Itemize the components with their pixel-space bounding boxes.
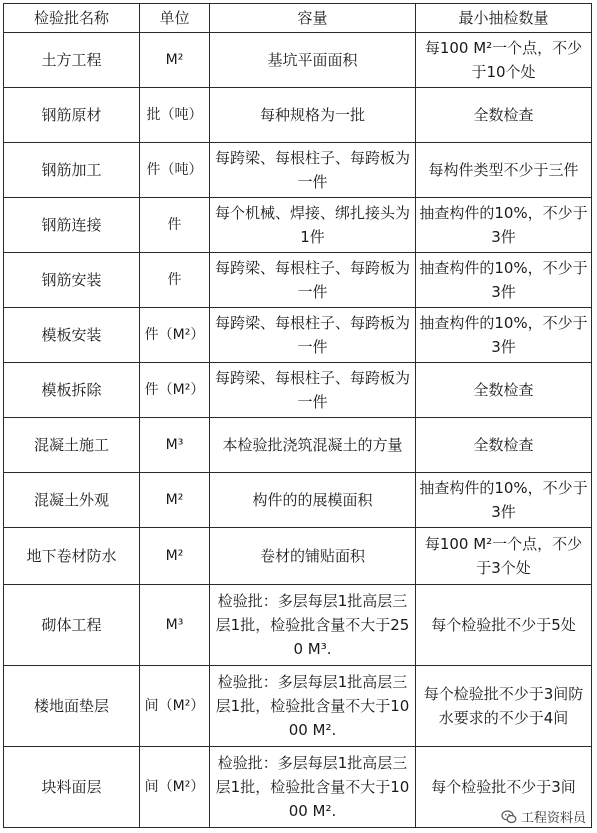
row-name: 钢筋连接 (4, 198, 140, 253)
table-row (4, 88, 592, 143)
table-row (4, 253, 592, 308)
row-capacity: 构件的的展模面积 (210, 473, 416, 528)
table-row (4, 585, 592, 666)
row-unit: 间（M²） (140, 747, 210, 828)
table-row (4, 473, 592, 528)
row-name: 钢筋安装 (4, 253, 140, 308)
table-row (4, 528, 592, 585)
row-capacity: 每跨梁、每根柱子、每跨板为一件 (210, 363, 416, 418)
row-capacity: 检验批：多层每层1批高层三层1批，检验批含量不大于1000 M². (210, 747, 416, 828)
header-capacity: 容量 (210, 4, 416, 33)
row-min-sample: 全数检查 (416, 363, 592, 418)
row-min-sample: 每个检验批不少于3间 (416, 747, 592, 828)
table-row (4, 418, 592, 473)
row-capacity: 每种规格为一批 (210, 88, 416, 143)
row-unit: M³ (140, 585, 210, 666)
row-unit: M² (140, 473, 210, 528)
header-name: 检验批名称 (4, 4, 140, 33)
row-capacity: 每跨梁、每根柱子、每跨板为一件 (210, 253, 416, 308)
row-min-sample: 每100 M²一个点，不少于10个处 (416, 33, 592, 88)
row-name: 模板安装 (4, 308, 140, 363)
row-unit: 件 (140, 198, 210, 253)
row-name: 砌体工程 (4, 585, 140, 666)
table-row (4, 143, 592, 198)
row-unit: 批（吨） (140, 88, 210, 143)
row-capacity: 卷材的铺贴面积 (210, 528, 416, 585)
row-name: 钢筋原材 (4, 88, 140, 143)
row-unit: 件（M²） (140, 363, 210, 418)
row-min-sample: 抽查构件的10%，不少于3件 (416, 198, 592, 253)
row-min-sample: 每个检验批不少于5处 (416, 585, 592, 666)
row-unit: 件 (140, 253, 210, 308)
row-unit: M³ (140, 418, 210, 473)
row-unit: 件（吨） (140, 143, 210, 198)
row-name: 混凝土施工 (4, 418, 140, 473)
table-header-row (4, 4, 592, 33)
row-name: 地下卷材防水 (4, 528, 140, 585)
row-name: 块料面层 (4, 747, 140, 828)
watermark (498, 806, 589, 827)
row-unit: M² (140, 528, 210, 585)
row-min-sample: 抽查构件的10%，不少于3件 (416, 253, 592, 308)
header-min-sample: 最小抽检数量 (416, 4, 592, 33)
row-min-sample: 每100 M²一个点，不少于3个处 (416, 528, 592, 585)
table-row (4, 666, 592, 747)
row-capacity: 检验批：多层每层1批高层三层1批，检验批含量不大于1000 M². (210, 666, 416, 747)
table-row (4, 198, 592, 253)
row-unit: 件（M²） (140, 308, 210, 363)
row-capacity: 每个机械、焊接、绑扎接头为1件 (210, 198, 416, 253)
inspection-batch-table (3, 3, 592, 828)
row-min-sample: 抽查构件的10%，不少于3件 (416, 473, 592, 528)
row-name: 土方工程 (4, 33, 140, 88)
row-name: 钢筋加工 (4, 143, 140, 198)
row-min-sample: 每构件类型不少于三件 (416, 143, 592, 198)
wechat-icon (501, 809, 517, 825)
header-unit: 单位 (140, 4, 210, 33)
watermark-text: 工程资料员 (520, 811, 586, 826)
row-unit: 间（M²） (140, 666, 210, 747)
row-min-sample: 全数检查 (416, 88, 592, 143)
table-row (4, 363, 592, 418)
table-row (4, 308, 592, 363)
row-min-sample: 抽查构件的10%，不少于3件 (416, 308, 592, 363)
row-name: 混凝土外观 (4, 473, 140, 528)
row-min-sample: 全数检查 (416, 418, 592, 473)
row-capacity: 检验批：多层每层1批高层三层1批，检验批含量不大于250 M³. (210, 585, 416, 666)
row-unit: M² (140, 33, 210, 88)
row-capacity: 基坑平面面积 (210, 33, 416, 88)
row-capacity: 每跨梁、每根柱子、每跨板为一件 (210, 143, 416, 198)
row-name: 模板拆除 (4, 363, 140, 418)
row-capacity: 每跨梁、每根柱子、每跨板为一件 (210, 308, 416, 363)
row-name: 楼地面垫层 (4, 666, 140, 747)
row-min-sample: 每个检验批不少于3间防水要求的不少于4间 (416, 666, 592, 747)
table-row (4, 33, 592, 88)
row-capacity: 本检验批浇筑混凝土的方量 (210, 418, 416, 473)
